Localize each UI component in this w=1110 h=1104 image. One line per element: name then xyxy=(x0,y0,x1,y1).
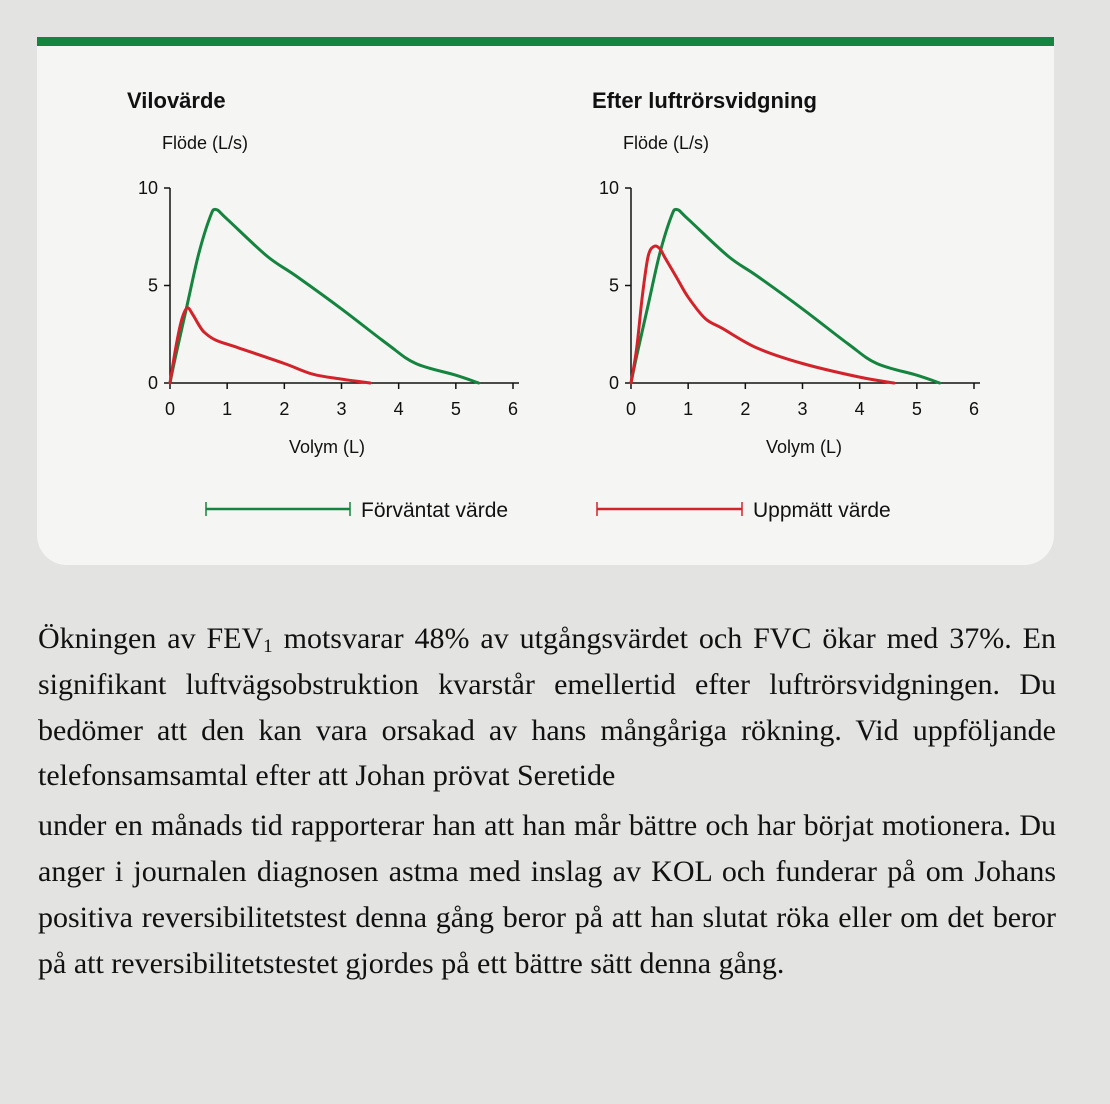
series-line-measured xyxy=(170,308,370,383)
x-tick-label: 4 xyxy=(393,399,404,419)
x-tick-label: 3 xyxy=(797,399,808,419)
x-tick-label: 1 xyxy=(222,399,233,419)
x-tick-label: 0 xyxy=(164,399,176,419)
body-text xyxy=(38,616,1056,986)
x-tick-label: 5 xyxy=(450,399,461,419)
y-tick-label: 5 xyxy=(147,275,158,296)
x-tick-label: 1 xyxy=(683,399,694,419)
legend-measured-label: Uppmätt värde xyxy=(753,499,891,522)
paragraph-1 xyxy=(38,616,1056,799)
legend xyxy=(206,499,891,522)
chart-title: Vilovärde xyxy=(127,88,226,113)
x-tick-label: 6 xyxy=(968,399,980,419)
series-line-measured xyxy=(631,246,894,383)
legend-expected xyxy=(206,499,508,522)
x-tick-label: 0 xyxy=(625,399,637,419)
y-tick-label: 0 xyxy=(147,373,158,393)
chart-title: Efter luftrörsvidgning xyxy=(592,88,817,113)
x-tick-label: 4 xyxy=(854,399,865,419)
chart-vilovarde xyxy=(127,88,519,457)
x-axis-label: Volym (L) xyxy=(765,437,843,457)
legend-measured xyxy=(597,499,891,522)
x-tick-label: 5 xyxy=(911,399,922,419)
chart-efter-luftrorsvidgning xyxy=(592,88,980,457)
x-tick-label: 2 xyxy=(279,399,290,419)
para1-subscript: 1 xyxy=(263,636,273,657)
y-axis-label: Flöde (L/s) xyxy=(623,133,710,153)
y-tick-label: 5 xyxy=(608,275,619,296)
series-line-expected xyxy=(170,209,479,383)
x-tick-label: 3 xyxy=(336,399,347,419)
y-axis-label: Flöde (L/s) xyxy=(162,133,249,153)
paragraph-2: under en månads tid rapporterar han att han mår bättre och har börjat motionera. Du anger i journalen diagnosen astma med inslag av KOL och funderar på om Johans positiva reversibilitetstest denna gång beror på att han slutat röka eller om det beror på att reversibilitetstestet gjordes på ett bättre sätt denna gång. xyxy=(38,809,1056,980)
x-tick-label: 6 xyxy=(507,399,519,419)
x-axis-label: Volym (L) xyxy=(288,437,366,457)
x-tick-label: 2 xyxy=(740,399,751,419)
para1-text-b: motsvarar 48% av utgångsvärdet och FVC ökar med 37%. En signifikant luftvägsobstruktion kvarstår emellertid efter luftrörsvidgningen. Du bedömer att den kan vara orsakad av hans mångåriga rökning. Vid uppföljande telefonsamsamtal efter att Johan prövat Seretide xyxy=(38,622,1056,793)
legend-expected-label: Förväntat värde xyxy=(361,499,509,522)
y-tick-label: 10 xyxy=(137,178,158,198)
para1-text-a: Ökningen av FEV xyxy=(38,622,264,655)
y-tick-label: 0 xyxy=(608,373,619,393)
y-tick-label: 10 xyxy=(598,178,619,198)
